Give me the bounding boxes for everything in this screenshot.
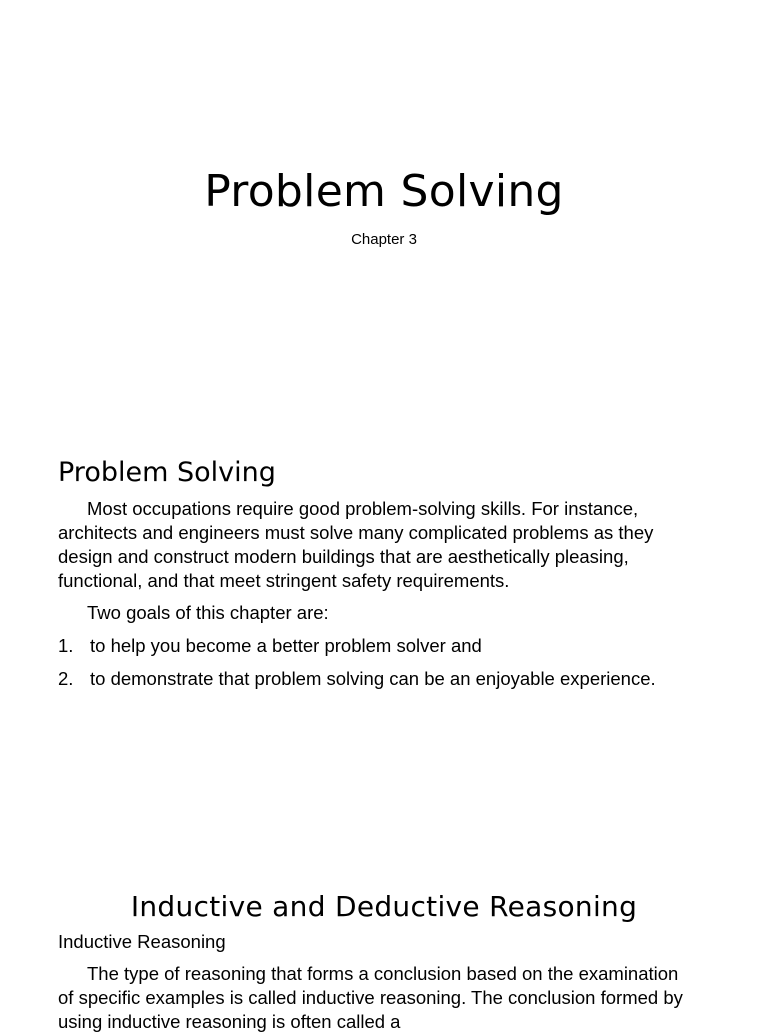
subheading: Inductive Reasoning (58, 931, 226, 952)
section-heading: Problem Solving (58, 457, 276, 488)
section-heading: Inductive and Deductive Reasoning (130, 890, 638, 923)
list-item (58, 667, 678, 691)
definition-paragraph: The type of reasoning that forms a conclusion based on the examination of specific examples is called inductive reasoning. The conclusion formed by using inductive reasoning is often called a (58, 963, 683, 1032)
list-number: 2. (58, 668, 74, 689)
goals-intro: Two goals of this chapter are: (87, 602, 329, 623)
goals-list (58, 634, 678, 700)
slide-subtitle: Chapter 3 (351, 231, 417, 248)
intro-paragraph: Most occupations require good problem-solving skills. For instance, architects and engineers must solve many complicated problems as they design and construct modern buildings that are aesthetically pleasing, functional, and that meet stringent safety requirements. (58, 498, 654, 591)
list-number: 1. (58, 635, 74, 656)
list-item-text: to demonstrate that problem solving can be an enjoyable experience. (90, 668, 656, 689)
slide-title: Problem Solving (204, 166, 564, 217)
list-item (58, 634, 678, 658)
list-item-text: to help you become a better problem solver and (90, 635, 482, 656)
